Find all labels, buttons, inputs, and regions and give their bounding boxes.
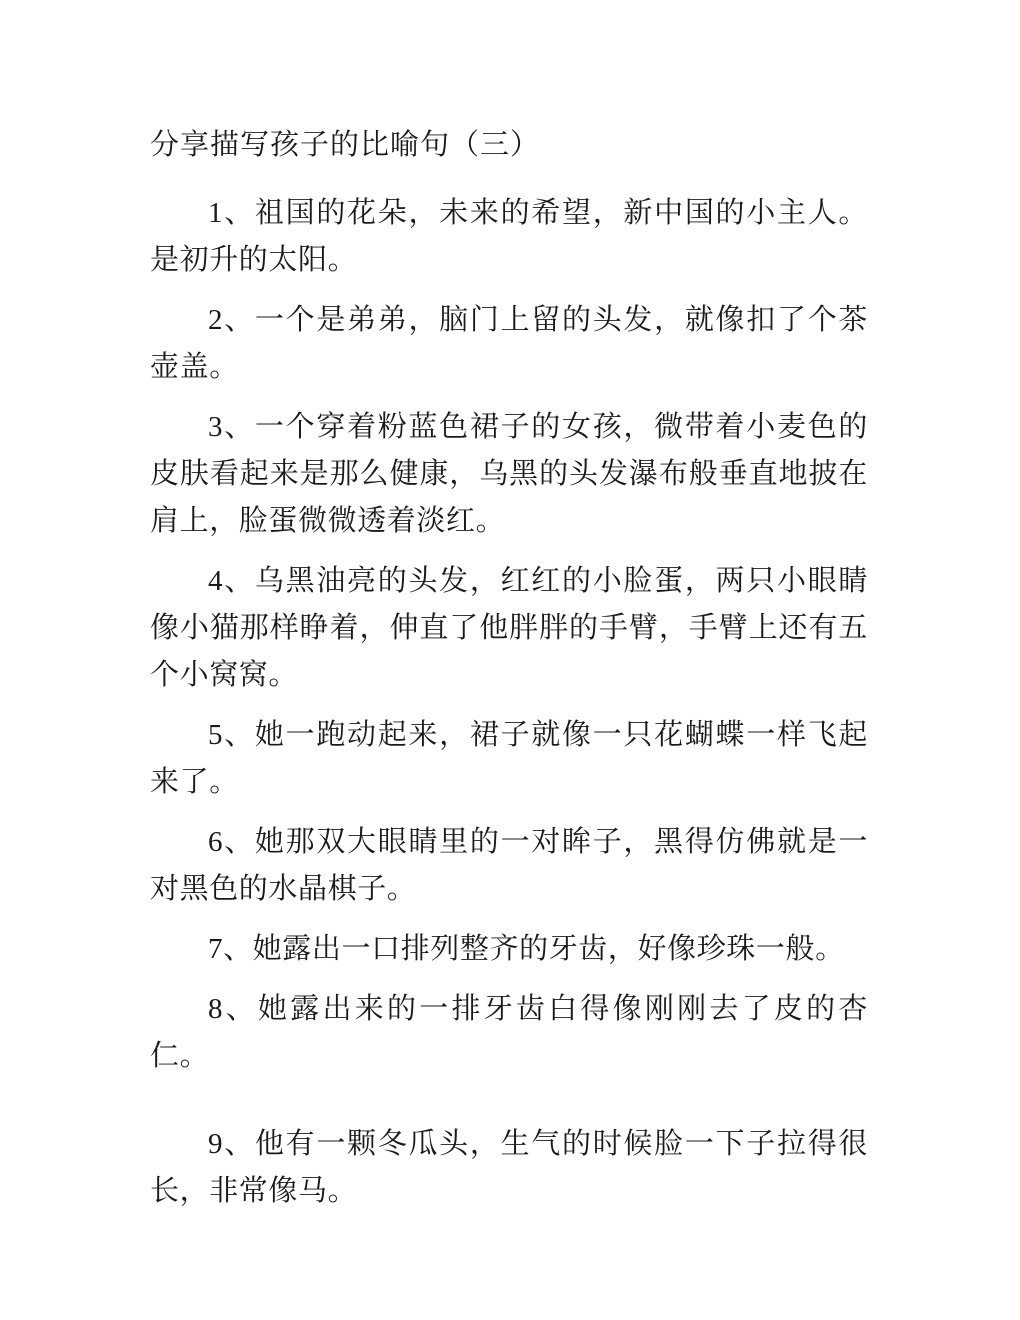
simile-sentence-3: 3、一个穿着粉蓝色裙子的女孩，微带着小麦色的皮肤看起来是那么健康，乌黑的头发瀑布般垂直地披在肩上，脸蛋微微透着淡红。 [150,411,868,537]
simile-sentence-4: 4、乌黑油亮的头发，红红的小脸蛋，两只小眼睛像小猫那样睁着，伸直了他胖胖的手臂，手臂上还有五个小窝窝。 [150,565,868,691]
document-title: 分享描写孩子的比喻句（三） [150,129,541,161]
simile-sentence-9: 9、他有一颗冬瓜头，生气的时候脸一下子拉得很长，非常像马。 [150,1128,868,1207]
simile-sentence-2: 2、一个是弟弟，脑门上留的头发，就像扣了个茶壶盖。 [150,304,868,383]
simile-sentence-5: 5、她一跑动起来，裙子就像一只花蝴蝶一样飞起来了。 [150,719,868,798]
simile-sentence-1: 1、祖国的花朵，未来的希望，新中国的小主人。是初升的太阳。 [150,197,868,276]
simile-sentence-8: 8、她露出来的一排牙齿白得像刚刚去了皮的杏仁。 [150,993,868,1072]
simile-sentence-6: 6、她那双大眼睛里的一对眸子，黑得仿佛就是一对黑色的水晶棋子。 [150,826,868,905]
simile-sentence-7: 7、她露出一口排列整齐的牙齿，好像珍珠一般。 [208,933,845,965]
